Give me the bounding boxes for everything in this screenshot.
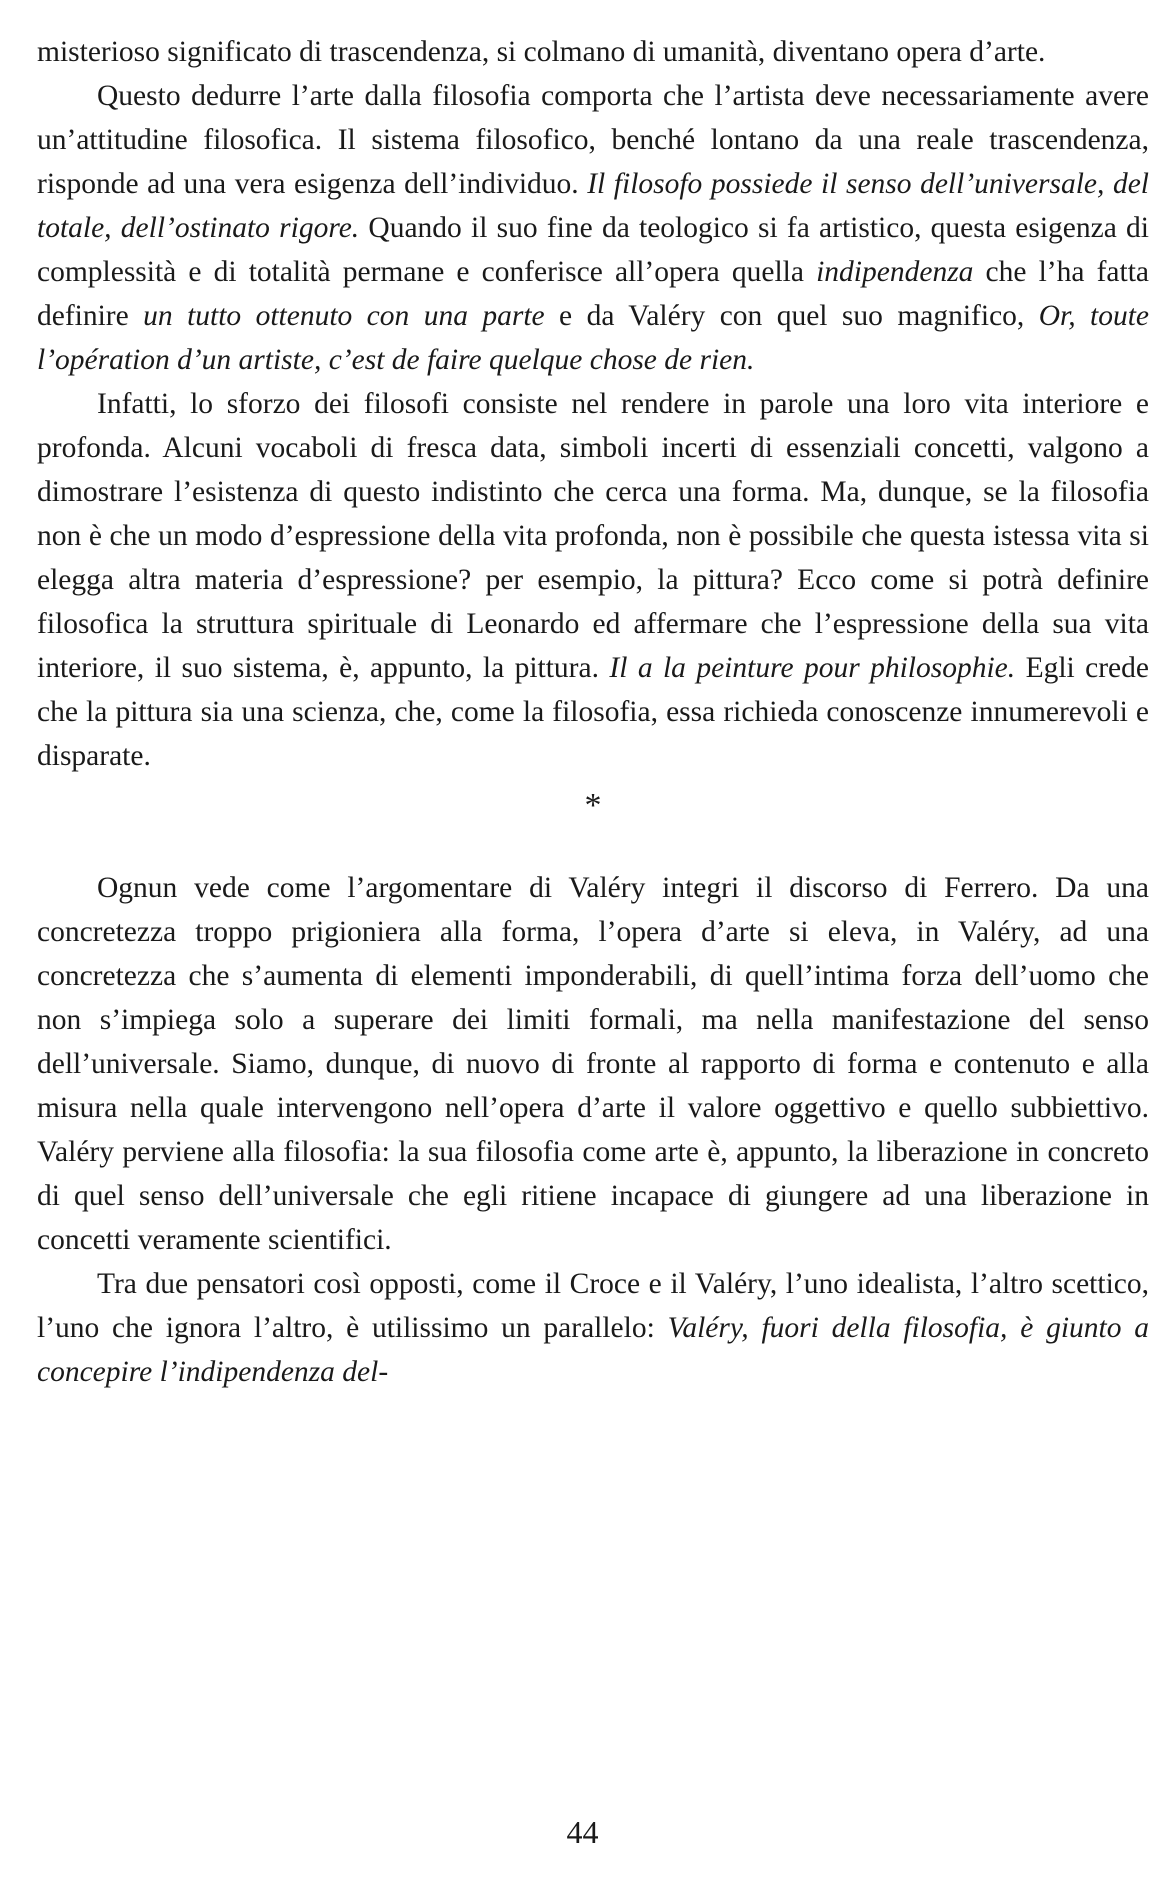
paragraph-5 — [37, 1262, 1149, 1394]
text-run: e da Valéry con quel suo magnifico, — [544, 300, 1039, 332]
text-run: che l’ha fatta definire — [37, 256, 1149, 332]
page-body — [37, 30, 1149, 1394]
text-run: Infatti, lo sforzo dei filosofi consiste nel rendere in parole una loro vita interiore e profonda. Alcuni vocaboli di fresca data, simboli incerti di essenziali concetti, valgono a dimostrare l’esistenza di questo indistinto che cerca una forma. Ma, dunque, se la filosofia non è che un modo d’espressione della vita profonda, non è possibile che questa istessa vita si elegga altra materia d’espressione? per esempio, la pittura? Ecco come si potrà definire filosofica la struttura spirituale di Leonardo ed affermare che l’espressione della sua vita interiore, il suo sistema, è, appunto, la pittura. — [37, 388, 1149, 684]
page-number: 44 — [566, 1814, 599, 1850]
text-run: Tra due pensatori così opposti, come il Croce e il Valéry, l’uno idealista, l’altro scettico, l’uno che ignora l’altro, è utilissimo un parallelo: — [37, 1268, 1149, 1344]
paragraph-1 — [37, 30, 1149, 74]
paragraph-3 — [37, 382, 1149, 778]
paragraph-2 — [37, 74, 1149, 382]
italic-text-run: Or, toute l’opération d’un artiste, c’est de faire quelque chose de rien. — [37, 300, 1150, 376]
text-run: Quando il suo fine da teologico si fa artistico, questa esigenza di complessità e di totalità permane e conferisce all’opera quella — [37, 212, 1149, 288]
text-run: Ognun vede come l’argomentare di Valéry integri il discorso di Ferrero. Da una concretezza troppo prigioniera alla forma, l’opera d’arte si eleva, in Valéry, ad una concretezza che s’aumenta di elementi imponderabili, di quell’intima forza dell’uomo che non s’impiega solo a superare dei limiti formali, ma nella manifestazione del senso dell’universale. Siamo, dunque, di nuovo di fronte al rapporto di forma e contenuto e alla misura nella quale intervengono nell’opera d’arte il valore oggettivo e quello subbiettivo. Valéry perviene alla filosofia: la sua filosofia come arte è, appunto, la liberazione in concreto di quel senso dell’universale che egli ritiene incapace di giungere ad una liberazione in concetti veramente scientifici. — [37, 872, 1149, 1256]
italic-text-run: indipendenza — [816, 256, 974, 288]
italic-text-run: un tutto ottenuto con una parte — [143, 300, 545, 332]
italic-text-run: Il a la peinture pour philosophie. — [609, 652, 1016, 684]
italic-text-run: Il filosofo possiede il senso dell’universale, del totale, dell’ostinato rigore. — [37, 168, 1149, 244]
section-separator: * — [584, 787, 602, 824]
text-run: misterioso significato di trascendenza, si colmano di umanità, diventano opera d’arte. — [37, 36, 1046, 68]
italic-text-run: Valéry, fuori della filosofia, è giunto a concepire l’indipendenza del- — [37, 1312, 1149, 1388]
text-run: Questo dedurre l’arte dalla filosofia comporta che l’artista deve necessariamente avere un’attitudine filosofica. Il sistema filosofico, benché lontano da una reale trascendenza, risponde ad una vera esigenza dell’individuo. — [37, 80, 1149, 200]
text-run: Egli crede che la pittura sia una scienza, che, come la filosofia, essa richieda conoscenze innumerevoli e disparate. — [37, 652, 1149, 772]
paragraph-4 — [37, 866, 1149, 1262]
